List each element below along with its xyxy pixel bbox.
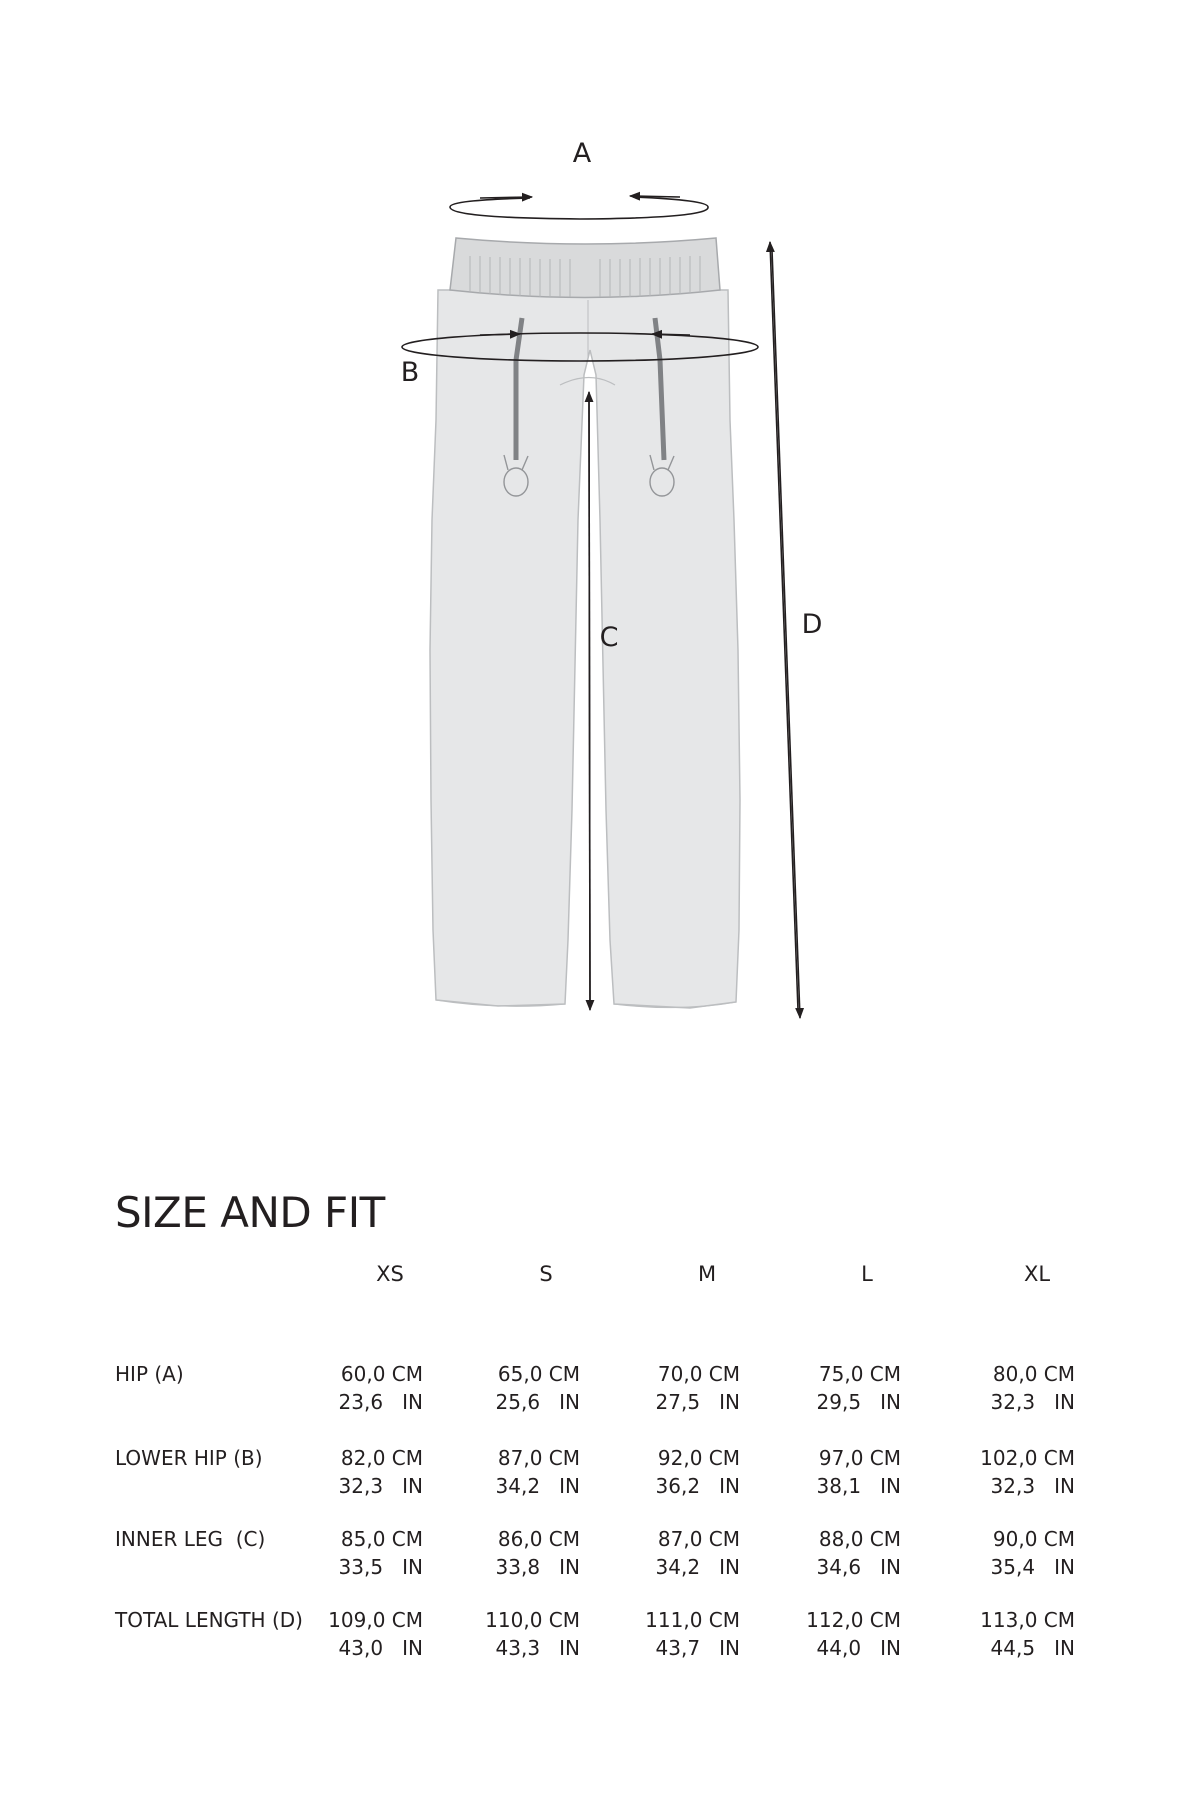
table-cell: 97,0 CM 38,1 IN (816, 1446, 901, 1498)
label-b: B (400, 357, 420, 388)
table-cell: 65,0 CM 25,6 IN (495, 1362, 580, 1414)
measurement-d-indicator (770, 242, 800, 1018)
table-cell: 88,0 CM 34,6 IN (816, 1527, 901, 1579)
size-header-m: M (697, 1262, 717, 1286)
size-and-fit-title: SIZE AND FIT (115, 1188, 385, 1237)
label-a: A (572, 138, 592, 169)
label-d: D (801, 609, 823, 640)
table-cell: 109,0 CM 43,0 IN (328, 1608, 423, 1660)
row-label: TOTAL LENGTH (D) (115, 1608, 303, 1632)
label-c: C (599, 622, 619, 653)
table-cell: 86,0 CM 33,8 IN (495, 1527, 580, 1579)
table-cell: 111,0 CM 43,7 IN (645, 1608, 740, 1660)
table-cell: 102,0 CM 32,3 IN (980, 1446, 1075, 1498)
measurement-c-indicator (589, 392, 590, 1010)
table-cell: 87,0 CM 34,2 IN (655, 1527, 740, 1579)
measurement-a-indicator (450, 196, 708, 219)
table-cell: 75,0 CM 29,5 IN (816, 1362, 901, 1414)
row-label: LOWER HIP (B) (115, 1446, 263, 1470)
size-header-xl: XL (1023, 1262, 1051, 1286)
table-cell: 70,0 CM 27,5 IN (655, 1362, 740, 1414)
size-header-l: L (861, 1262, 873, 1286)
table-cell: 80,0 CM 32,3 IN (990, 1362, 1075, 1414)
table-cell: 90,0 CM 35,4 IN (990, 1527, 1075, 1579)
table-cell: 113,0 CM 44,5 IN (980, 1608, 1075, 1660)
row-label: HIP (A) (115, 1362, 184, 1386)
table-cell: 82,0 CM 32,3 IN (338, 1446, 423, 1498)
table-cell: 87,0 CM 34,2 IN (495, 1446, 580, 1498)
table-cell: 110,0 CM 43,3 IN (485, 1608, 580, 1660)
table-cell: 112,0 CM 44,0 IN (806, 1608, 901, 1660)
table-cell: 60,0 CM 23,6 IN (338, 1362, 423, 1414)
pants-illustration (430, 238, 740, 1008)
table-cell: 85,0 CM 33,5 IN (338, 1527, 423, 1579)
table-cell: 92,0 CM 36,2 IN (655, 1446, 740, 1498)
row-label: INNER LEG (C) (115, 1527, 266, 1551)
size-header-xs: XS (376, 1262, 404, 1286)
size-header-s: S (539, 1262, 553, 1286)
